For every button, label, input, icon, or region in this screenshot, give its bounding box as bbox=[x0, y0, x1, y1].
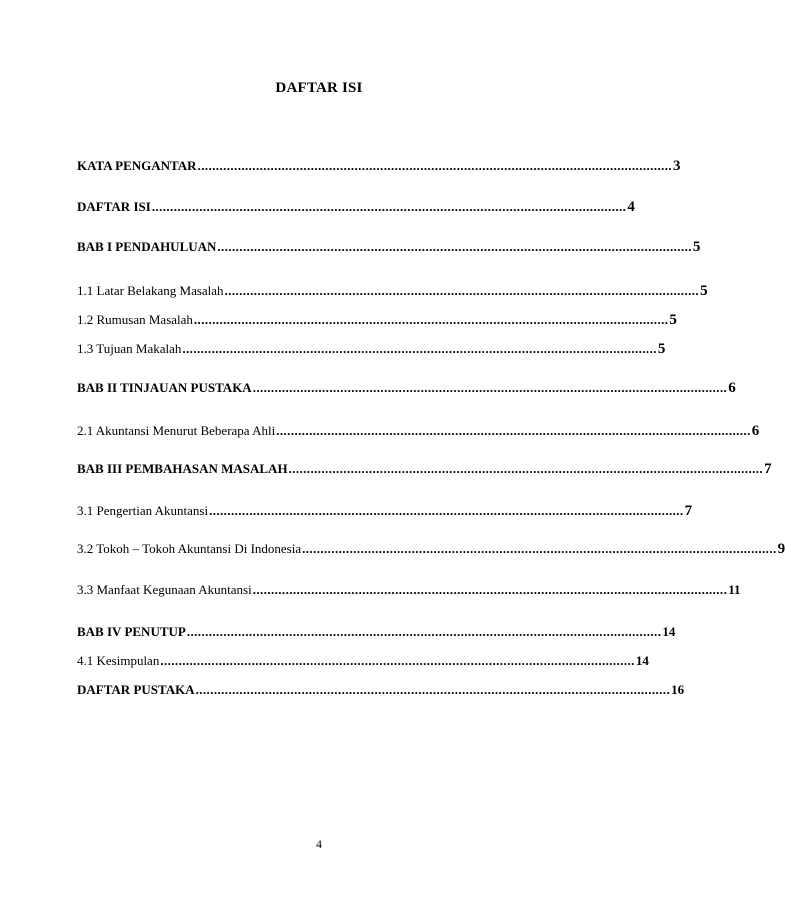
toc-entry-label: 1.3 Tujuan Makalah bbox=[77, 341, 182, 356]
toc-leader-dots: .................................................................................................................................. bbox=[160, 653, 635, 668]
toc-leader-dots: .................................................................................................................................. bbox=[217, 239, 692, 254]
toc-entry-bab-1 bbox=[77, 239, 701, 256]
toc-leader-dots: .................................................................................................................................. bbox=[186, 624, 662, 639]
page-number: 4 bbox=[316, 837, 322, 851]
toc-entry-page: 9 bbox=[777, 541, 785, 557]
toc-entry-3-2 bbox=[77, 541, 785, 558]
toc-leader-dots: .................................................................................................................................. bbox=[197, 158, 673, 173]
page-title: DAFTAR ISI bbox=[275, 80, 363, 96]
toc-entry-daftar-isi bbox=[77, 199, 635, 216]
toc-entry-bab-2 bbox=[77, 380, 736, 397]
toc-entry-1-3 bbox=[77, 341, 666, 358]
toc-entry-page: 7 bbox=[764, 461, 772, 477]
toc-entry-label: BAB III PEMBAHASAN MASALAH bbox=[77, 461, 288, 476]
toc-leader-dots: .................................................................................................................................. bbox=[252, 380, 728, 395]
toc-entry-page: 6 bbox=[728, 380, 736, 396]
toc-entry-bab-4 bbox=[77, 624, 676, 640]
toc-leader-dots: .................................................................................................................................. bbox=[182, 341, 657, 356]
toc-entry-label: KATA PENGANTAR bbox=[77, 158, 197, 173]
toc-leader-dots: .................................................................................................................................. bbox=[276, 423, 751, 438]
toc-entry-label: 1.1 Latar Belakang Masalah bbox=[77, 283, 224, 298]
toc-entry-1-2 bbox=[77, 312, 677, 329]
toc-entry-3-1 bbox=[77, 503, 693, 520]
toc-leader-dots: .................................................................................................................................. bbox=[224, 283, 700, 298]
toc-leader-dots: .................................................................................................................................. bbox=[302, 541, 777, 556]
toc-entry-1-1 bbox=[77, 283, 708, 300]
toc-entry-daftar-pustaka bbox=[77, 682, 685, 698]
toc-entry-2-1 bbox=[77, 423, 760, 440]
toc-entry-page: 4 bbox=[627, 199, 635, 215]
toc-entry-page: 5 bbox=[692, 239, 701, 255]
toc-entry-page: 5 bbox=[700, 283, 708, 299]
toc-entry-label: 1.2 Rumusan Masalah bbox=[77, 312, 193, 327]
toc-leader-dots: .................................................................................................................................. bbox=[288, 461, 764, 476]
toc-entry-page: 16 bbox=[671, 682, 685, 697]
toc-entry-label: 4.1 Kesimpulan bbox=[77, 653, 160, 668]
toc-entry-label: BAB II TINJAUAN PUSTAKA bbox=[77, 380, 252, 395]
toc-entry-page: 14 bbox=[635, 653, 649, 668]
toc-entry-kata-pengantar bbox=[77, 158, 681, 175]
toc-entry-page: 5 bbox=[669, 312, 677, 328]
toc-entry-label: BAB I PENDAHULUAN bbox=[77, 239, 217, 254]
toc-entry-label: 2.1 Akuntansi Menurut Beberapa Ahli bbox=[77, 423, 276, 438]
toc-entry-4-1 bbox=[77, 653, 649, 669]
toc-entry-label: 3.3 Manfaat Kegunaan Akuntansi bbox=[77, 582, 252, 597]
toc-leader-dots: .................................................................................................................................. bbox=[195, 682, 671, 697]
toc-entry-label: 3.2 Tokoh – Tokoh Akuntansi Di Indonesia bbox=[77, 541, 302, 556]
toc-entry-page: 6 bbox=[751, 423, 760, 439]
toc-entry-bab-3 bbox=[77, 461, 772, 478]
toc-entry-page: 11 bbox=[728, 582, 741, 597]
toc-entry-label: 3.1 Pengertian Akuntansi bbox=[77, 503, 209, 518]
toc-entry-page: 3 bbox=[673, 158, 681, 174]
toc-entry-page: 14 bbox=[662, 624, 676, 639]
toc-entry-3-3 bbox=[77, 582, 741, 598]
toc-entry-label: BAB IV PENUTUP bbox=[77, 624, 186, 639]
toc-leader-dots: .................................................................................................................................. bbox=[209, 503, 684, 518]
toc-entry-label: DAFTAR PUSTAKA bbox=[77, 682, 195, 697]
toc-leader-dots: .................................................................................................................................. bbox=[151, 199, 627, 214]
toc-leader-dots: .................................................................................................................................. bbox=[252, 582, 728, 597]
toc-entry-page: 7 bbox=[684, 503, 693, 519]
toc-entry-page: 5 bbox=[657, 341, 666, 357]
toc-leader-dots: .................................................................................................................................. bbox=[193, 312, 669, 327]
toc-entry-label: DAFTAR ISI bbox=[77, 199, 151, 214]
